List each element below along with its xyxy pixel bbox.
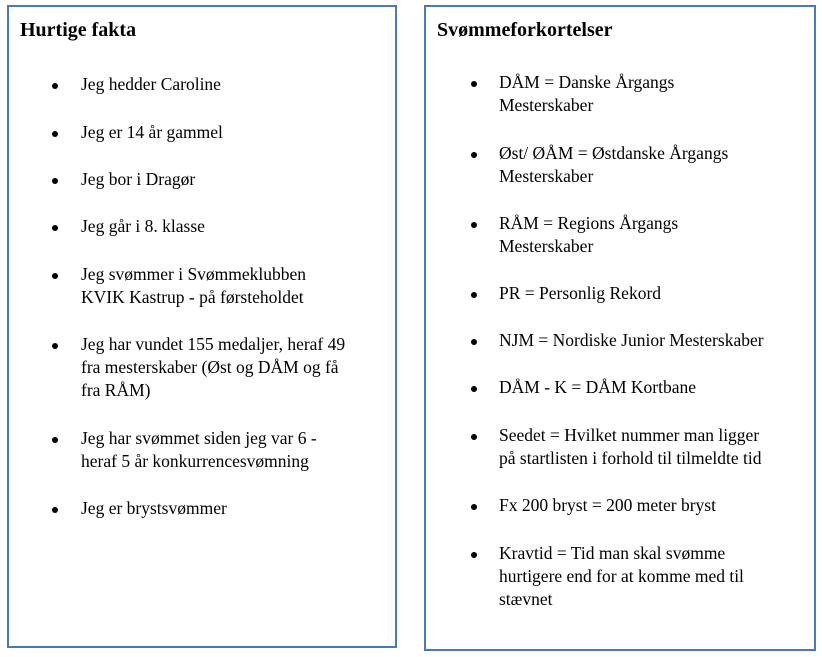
list-item: [426, 329, 814, 352]
bullet-icon: [52, 178, 58, 184]
list-item-text: Jeg har svømmet siden jeg var 6 - heraf 5 år konkurrencesvømning: [81, 428, 317, 471]
list-item: [9, 73, 395, 96]
list-item: [9, 215, 395, 238]
bullet-icon: [471, 434, 477, 440]
bullet-icon: [52, 273, 58, 279]
list-item-text: Jeg hedder Caroline: [81, 74, 221, 94]
bullet-icon: [471, 504, 477, 510]
bullet-icon: [52, 131, 58, 137]
swim-abbreviations-title: Svømmeforkortelser: [437, 19, 613, 41]
list-item-text: NJM = Nordiske Junior Mesterskaber: [499, 330, 764, 350]
list-item-text: Kravtid = Tid man skal svømme hurtigere end for at komme med til stævnet: [499, 543, 744, 609]
list-item: [426, 494, 814, 517]
list-item: [9, 263, 395, 309]
list-item: [9, 168, 395, 191]
list-item-text: Jeg har vundet 155 medaljer, heraf 49 fra mesterskaber (Øst og DÅM og få fra RÅM): [81, 334, 346, 400]
list-item: [9, 121, 395, 144]
bullet-icon: [52, 343, 58, 349]
bullet-icon: [471, 152, 477, 158]
quick-facts-box: [7, 5, 397, 648]
bullet-icon: [471, 222, 477, 228]
bullet-icon: [52, 225, 58, 231]
quick-facts-title: Hurtige fakta: [20, 19, 137, 41]
list-item: [9, 333, 395, 402]
bullet-icon: [52, 83, 58, 89]
list-item: [426, 71, 814, 117]
bullet-icon: [471, 552, 477, 558]
list-item-text: Seedet = Hvilket nummer man ligger på startlisten i forhold til tilmeldte tid: [499, 425, 762, 468]
list-item-text: Jeg går i 8. klasse: [81, 216, 205, 236]
list-item-text: Fx 200 bryst = 200 meter bryst: [499, 495, 716, 515]
bullet-icon: [471, 81, 477, 87]
list-item: [426, 542, 814, 611]
list-item-text: DÅM - K = DÅM Kortbane: [499, 377, 696, 397]
list-item-text: PR = Personlig Rekord: [499, 283, 662, 303]
list-item-text: Jeg er 14 år gammel: [81, 122, 223, 142]
bullet-icon: [471, 292, 477, 298]
list-item: [426, 142, 814, 188]
bullet-icon: [52, 437, 58, 443]
list-item-text: Øst/ ØÅM = Østdanske Årgangs Mesterskaber: [499, 143, 729, 186]
list-item: [426, 282, 814, 305]
list-item: [9, 427, 395, 473]
list-item: [9, 497, 395, 520]
list-item: [426, 212, 814, 258]
bullet-icon: [52, 507, 58, 513]
bullet-icon: [471, 339, 477, 345]
list-item-text: RÅM = Regions Årgangs Mesterskaber: [499, 213, 679, 256]
list-item: [426, 376, 814, 399]
list-item-text: Jeg er brystsvømmer: [81, 498, 227, 518]
list-item-text: Jeg bor i Dragør: [81, 169, 196, 189]
list-item-text: Jeg svømmer i Svømmeklubben KVIK Kastrup - på førsteholdet: [81, 264, 307, 307]
list-item: [426, 424, 814, 470]
bullet-icon: [471, 386, 477, 392]
list-item-text: DÅM = Danske Årgangs Mesterskaber: [499, 72, 675, 115]
swim-abbreviations-box: [424, 5, 816, 651]
